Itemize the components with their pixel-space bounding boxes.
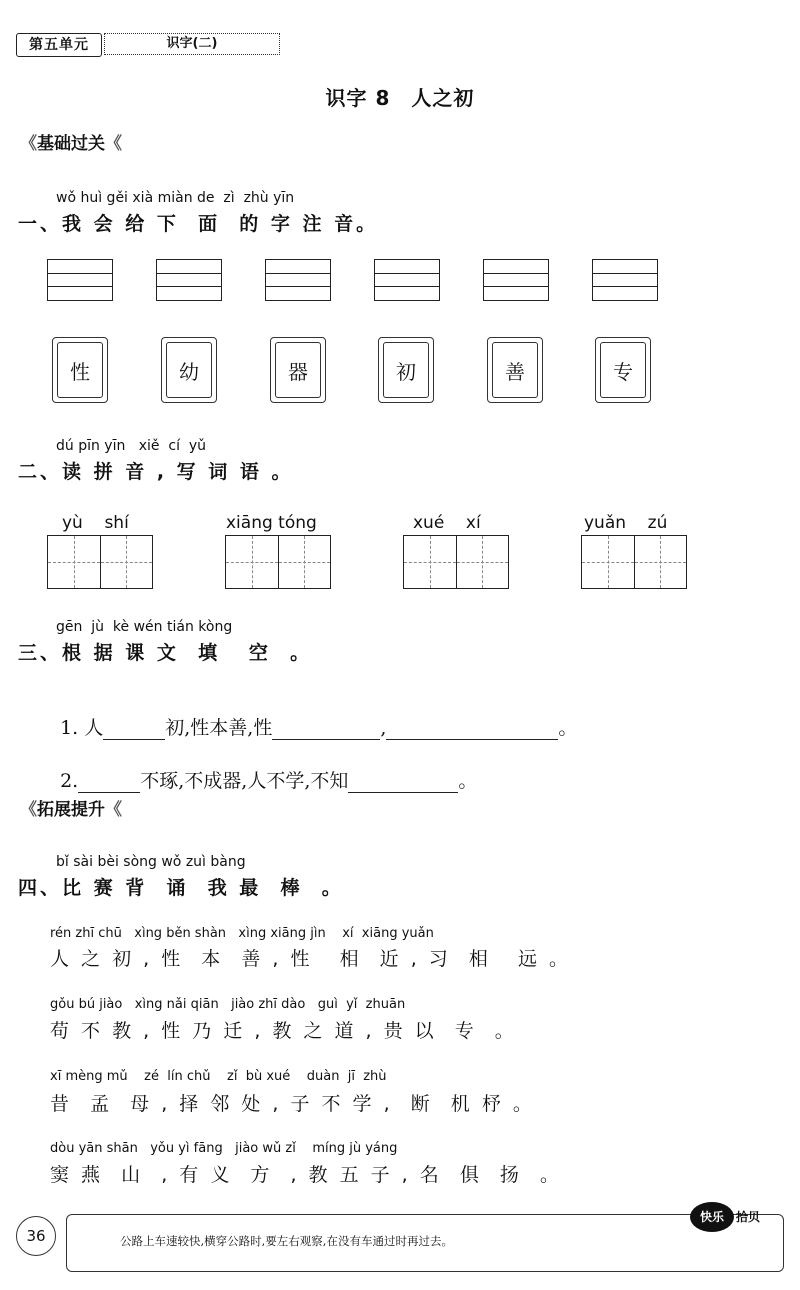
section-label: 识字(二) xyxy=(104,33,280,55)
word-pinyin: xué xí xyxy=(413,513,481,533)
char-frame xyxy=(161,337,217,403)
word-grid[interactable] xyxy=(47,535,153,589)
lesson-title: 识字 8 人之初 xyxy=(325,86,475,110)
fill-text: 1. 人 xyxy=(60,717,104,739)
chevron-left-icon: 《 xyxy=(20,134,37,154)
chevron-left-icon: 《 xyxy=(105,134,122,154)
q4-pinyin: bǐ sài bèi sòng wǒ zuì bàng xyxy=(56,854,246,870)
unit-tab: 第五单元 xyxy=(16,33,102,57)
banner-extend-label: 拓展提升 xyxy=(37,800,105,820)
char-frame xyxy=(378,337,434,403)
fill-text: 2. xyxy=(60,770,79,792)
fill-blank[interactable] xyxy=(348,772,458,793)
fill-blank[interactable] xyxy=(78,772,140,793)
page-number: 36 xyxy=(16,1216,56,1256)
poem-line: 人 之 初 , 性 本 善 , 性 相 近 , 习 相 远 。 xyxy=(50,948,572,970)
banner-basic-label: 基础过关 xyxy=(37,134,105,154)
pinyin-write-box[interactable] xyxy=(592,259,658,301)
fill-text: 不琢,不成器,人不学,不知 xyxy=(140,770,349,792)
char-frame xyxy=(595,337,651,403)
fill-text: 。 xyxy=(458,770,478,792)
char: 性 xyxy=(70,359,90,384)
poem-pinyin: gǒu bú jiào xìng nǎi qiān jiào zhī dào guì yǐ zhuān xyxy=(50,997,406,1012)
char: 初 xyxy=(396,359,416,384)
char: 善 xyxy=(505,359,525,384)
word-pinyin: yù shí xyxy=(62,513,129,533)
pinyin-write-box[interactable] xyxy=(483,259,549,301)
q2-pinyin: dú pīn yīn xiě cí yǔ xyxy=(56,438,207,454)
poem-pinyin: dòu yān shān yǒu yì fāng jiào wǔ zǐ míng jù yáng xyxy=(50,1141,398,1156)
char: 专 xyxy=(613,359,633,384)
char-frame xyxy=(487,337,543,403)
fill-text: 。 xyxy=(558,717,578,739)
safety-tip: 公路上车速较快,横穿公路时,要左右观察,在没有车通过时再过去。 xyxy=(120,1234,453,1248)
char: 器 xyxy=(288,359,308,384)
pinyin-write-box[interactable] xyxy=(265,259,331,301)
poem-line: 窦 燕 山 , 有 义 方 , 教 五 子 , 名 俱 扬 。 xyxy=(50,1164,562,1186)
pinyin-write-box[interactable] xyxy=(47,259,113,301)
chevron-left-icon: 《 xyxy=(105,800,122,820)
poem-pinyin: xī mèng mǔ zé lín chǔ zǐ bù xué duàn jī zhù xyxy=(50,1069,387,1084)
fill-line-1 xyxy=(48,691,577,740)
word-pinyin: xiāng tóng xyxy=(226,513,317,533)
fill-line-2 xyxy=(48,744,477,793)
chevron-left-icon: 《 xyxy=(20,800,37,820)
word-pinyin: yuǎn zú xyxy=(584,513,668,533)
pinyin-write-box[interactable] xyxy=(156,259,222,301)
word-grid[interactable] xyxy=(581,535,687,589)
pinyin-write-box[interactable] xyxy=(374,259,440,301)
logo-text: 拾贝 xyxy=(736,1210,761,1224)
poem-pinyin: rén zhī chū xìng běn shàn xìng xiāng jìn xí xiāng yuǎn xyxy=(50,926,434,941)
banner-extend xyxy=(16,797,126,823)
char: 幼 xyxy=(179,359,199,384)
q2-title: 二、读 拼 音 , 写 词 语 。 xyxy=(18,461,294,483)
poem-line: 苟 不 教 , 性 乃 迁 , 教 之 道 , 贵 以 专 。 xyxy=(50,1020,517,1042)
fill-text: 初,性本善,性 xyxy=(165,717,273,739)
q1-pinyin: wǒ huì gěi xià miàn de zì zhù yīn xyxy=(56,190,295,206)
fill-blank[interactable] xyxy=(272,719,380,740)
q1-title: 一、我 会 给 下 面 的 字 注 音。 xyxy=(18,213,379,235)
char-frame xyxy=(270,337,326,403)
q3-pinyin: gēn jù kè wén tián kòng xyxy=(56,619,233,635)
word-grid[interactable] xyxy=(403,535,509,589)
logo-badge: 快乐 xyxy=(690,1202,734,1232)
word-grid[interactable] xyxy=(225,535,331,589)
char-frame xyxy=(52,337,108,403)
fill-blank[interactable] xyxy=(103,719,165,740)
banner-basic xyxy=(16,131,126,157)
poem-line: 昔 孟 母 , 择 邻 处 , 子 不 学 , 断 机 杼 。 xyxy=(50,1093,535,1115)
fill-text: , xyxy=(380,717,387,739)
fill-blank[interactable] xyxy=(386,719,558,740)
q4-title: 四、比 赛 背 诵 我 最 棒 。 xyxy=(18,877,344,899)
q3-title: 三、根 据 课 文 填 空 。 xyxy=(18,642,313,664)
